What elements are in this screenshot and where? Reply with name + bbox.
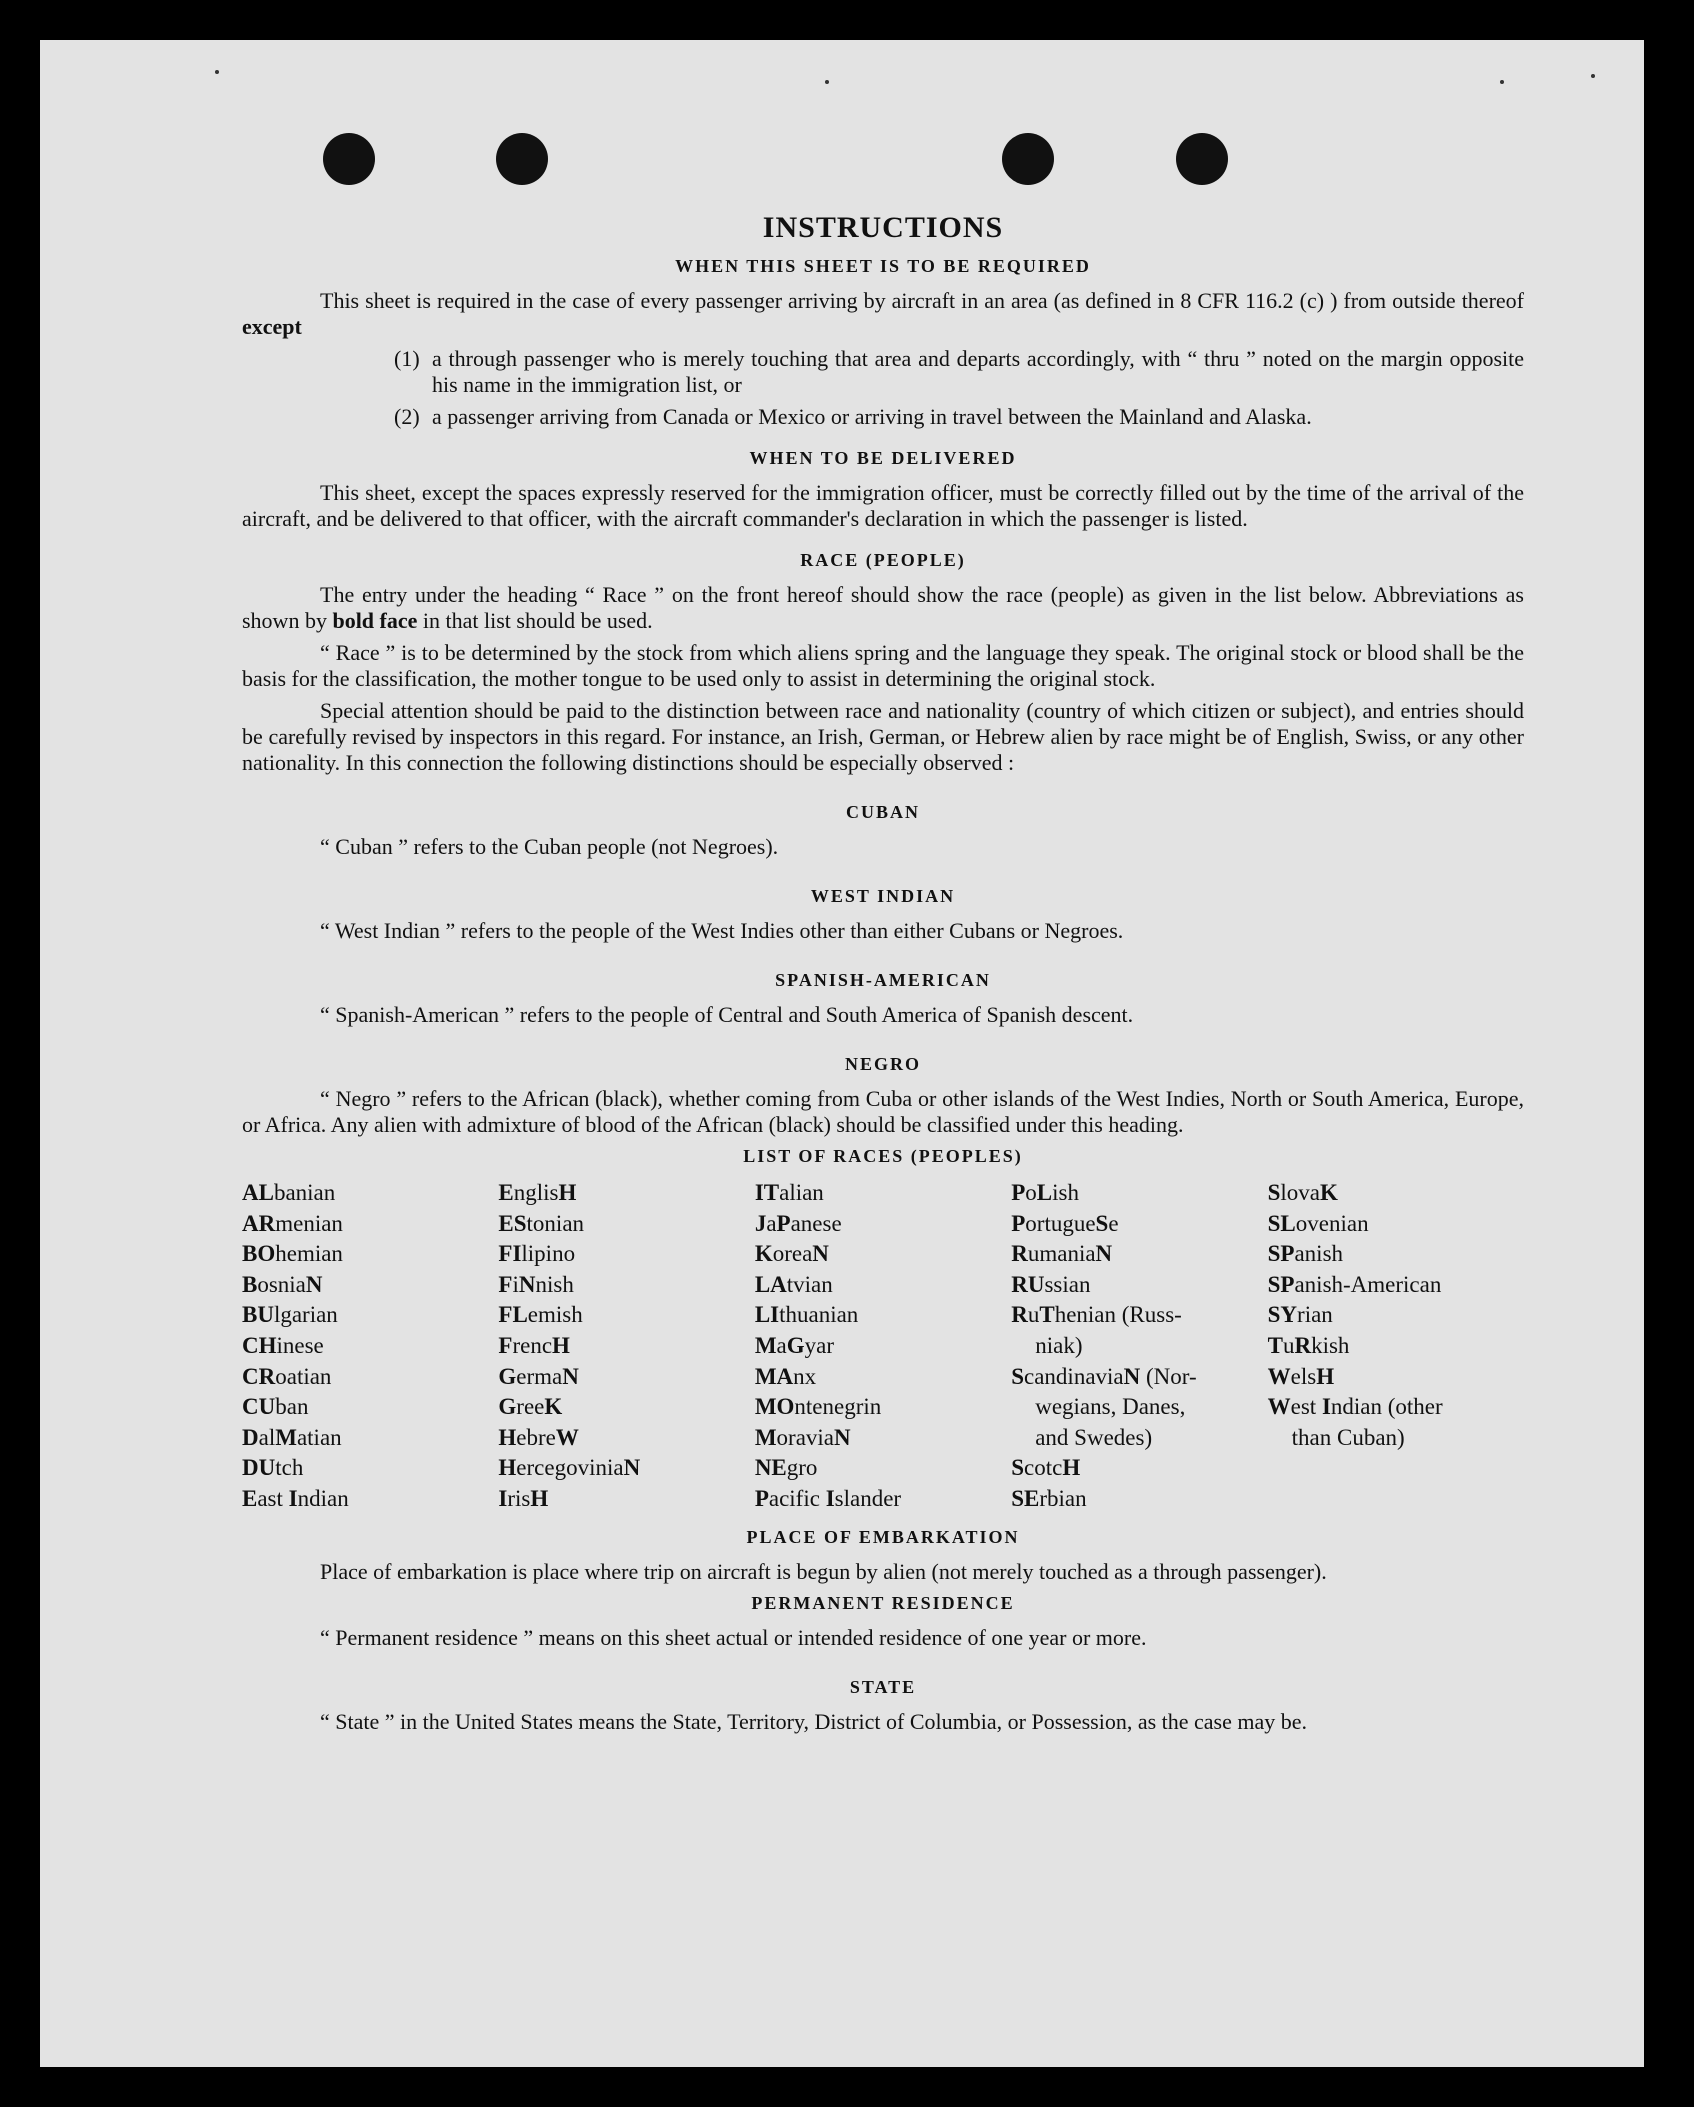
speck (1500, 80, 1504, 84)
punch-hole (1176, 133, 1228, 185)
race-entry: KoreaN (754, 1241, 829, 1267)
race-entry: MOntenegrin (754, 1394, 882, 1420)
speck (215, 70, 219, 74)
races-column (755, 1178, 1011, 1515)
state-text: “ State ” in the United States means the State, Territory, District of Columbia, or Possession, as the case may be. (320, 1708, 1308, 1734)
negro-text: “ Negro ” refers to the African (black), whether coming from Cuba or other islands of the West Indies, North or South America, Europe, or Africa. Any alien with admixture of blood of the African (black) should be classified under this heading. (242, 1086, 1524, 1137)
race-entry: ITalian (754, 1180, 824, 1205)
race-entry: CUban (242, 1394, 309, 1420)
race-entry: SPanish-American (1267, 1271, 1442, 1297)
race-entry: East Indian (242, 1485, 349, 1511)
heading-race: RACE (PEOPLE) (800, 550, 966, 570)
race-entry: DalMatian (242, 1424, 342, 1450)
race-entry: EStonian (498, 1210, 585, 1236)
race-entry: MAnx (754, 1363, 817, 1389)
races-column (498, 1178, 754, 1515)
race-entry: BosniaN (242, 1271, 323, 1297)
heading-list-of-races: LIST OF RACES (PEOPLES) (743, 1146, 1023, 1166)
race-entry: NEgro (754, 1455, 818, 1481)
heading-when-delivered: WHEN TO BE DELIVERED (749, 448, 1017, 468)
heading-spanish-american: SPANISH-AMERICAN (775, 970, 991, 990)
cuban-text: “ Cuban ” refers to the Cuban people (not Negroes). (320, 834, 779, 859)
race-entry: SlovaK (1267, 1180, 1338, 1205)
race-paragraph: “ Race ” is to be determined by the stock from which aliens spring and the language they speak. The original stock or blood shall be the basis for the classification, the mother tongue to be used only to assist in determining the original stock. (242, 640, 1524, 691)
residence-text: “ Permanent residence ” means on this sheet actual or intended residence of one year or more. (320, 1624, 1147, 1650)
punch-hole (323, 133, 375, 185)
race-entry: GermaN (498, 1363, 579, 1389)
heading-when-required: WHEN THIS SHEET IS TO BE REQUIRED (675, 256, 1091, 276)
race-entry: FrencH (498, 1332, 570, 1358)
races-column (1011, 1178, 1267, 1515)
race-paragraph: The entry under the heading “ Race ” on the front hereof should show the race (people) as given in the list below. Abbreviations as shown by bold face in that list should be used. (242, 582, 1524, 633)
embarkation-text: Place of embarkation is place where trip on aircraft is begun by alien (not merely touched as a through passenger). (320, 1558, 1327, 1584)
race-entry: FiNnish (498, 1271, 574, 1297)
heading-permanent-residence: PERMANENT RESIDENCE (751, 1592, 1015, 1613)
race-entry: HebreW (498, 1424, 579, 1450)
when-required-intro: This sheet is required in the case of every passenger arriving by aircraft in an area (as defined in 8 CFR 116.2 (c) ) from outside thereof except (242, 288, 1524, 339)
race-entry: SYrian (1267, 1302, 1333, 1328)
instructions-body (242, 208, 1524, 1735)
race-entry: RumaniaN (1011, 1241, 1113, 1267)
heading-embarkation: PLACE OF EMBARKATION (746, 1526, 1020, 1547)
race-entry: LIthuanian (754, 1302, 859, 1328)
race-entry: JaPanese (754, 1210, 842, 1236)
race-entry: PortugueSe (1011, 1210, 1119, 1236)
race-entry: SErbian (1011, 1485, 1087, 1511)
race-entry: MoraviaN (754, 1424, 851, 1450)
race-entry: ALbanian (242, 1180, 336, 1205)
race-entry: West Indian (other than Cuban) (1267, 1394, 1443, 1450)
when-delivered-text: This sheet, except the spaces expressly reserved for the immigration officer, must be correctly filled out by the time of the arrival of the aircraft, and be delivered to that officer, with the aircraft commander's declaration in which the passenger is listed. (242, 480, 1524, 531)
races-table (242, 1178, 1524, 1515)
speck (1591, 74, 1595, 78)
page-title: INSTRUCTIONS (762, 211, 1004, 244)
race-entry: WelsH (1267, 1363, 1335, 1389)
race-entry: FIlipino (498, 1241, 576, 1267)
races-column (242, 1178, 498, 1515)
race-entry: FLemish (498, 1302, 583, 1328)
race-entry: BOhemian (242, 1241, 343, 1267)
punch-hole (1002, 133, 1054, 185)
punch-hole (496, 133, 548, 185)
heading-cuban: CUBAN (845, 802, 920, 822)
race-entry: HercegoviniaN (498, 1455, 641, 1481)
race-entry: LAtvian (754, 1271, 833, 1297)
race-entry: CRoatian (242, 1363, 332, 1389)
exception-item: (1) a through passenger who is merely touching that area and departs accordingly, with “ thru ” noted on the margin opposite his name in the immigration list, or (394, 346, 1524, 397)
race-entry: SLovenian (1267, 1210, 1369, 1236)
heading-west-indian: WEST INDIAN (810, 886, 956, 906)
race-entry: ScandinaviaN (Nor- wegians, Danes, and Swedes) (1011, 1363, 1197, 1450)
exception-item: (2) a passenger arriving from Canada or Mexico or arriving in travel between the Mainland and Alaska. (394, 404, 1312, 429)
race-entry: Pacific Islander (754, 1485, 902, 1511)
race-paragraph: Special attention should be paid to the distinction between race and nationality (country of which citizen or subject), and entries should be carefully revised by inspectors in this regard. For instance, an Irish, German, or Hebrew alien by race might be of English, Swiss, or any other nationality. In this connection the following distinctions should be especially observed : (242, 698, 1524, 775)
race-entry: EnglisH (498, 1180, 577, 1205)
race-entry: ScotcH (1011, 1455, 1081, 1481)
west-indian-text: “ West Indian ” refers to the people of the West Indies other than either Cubans or Negroes. (320, 918, 1124, 943)
race-entry: SPanish (1267, 1241, 1344, 1267)
document-page (40, 40, 1644, 2067)
race-entry: RuThenian (Russ- niak) (1011, 1302, 1182, 1358)
speck (825, 80, 829, 84)
race-entry: GreeK (498, 1394, 563, 1420)
race-entry: CHinese (242, 1332, 324, 1358)
spanish-american-text: “ Spanish-American ” refers to the people of Central and South America of Spanish descent. (320, 1002, 1134, 1027)
race-entry: TuRkish (1267, 1332, 1350, 1358)
race-entry: PoLish (1011, 1180, 1079, 1205)
races-column (1268, 1178, 1524, 1515)
race-entry: DUtch (242, 1455, 304, 1481)
race-entry: ARmenian (242, 1210, 343, 1236)
heading-state: STATE (849, 1676, 917, 1697)
race-entry: RUssian (1011, 1271, 1091, 1297)
heading-negro: NEGRO (844, 1054, 921, 1074)
race-entry: MaGyar (754, 1332, 835, 1358)
race-entry: IrisH (498, 1485, 549, 1511)
race-entry: BUlgarian (242, 1302, 338, 1328)
